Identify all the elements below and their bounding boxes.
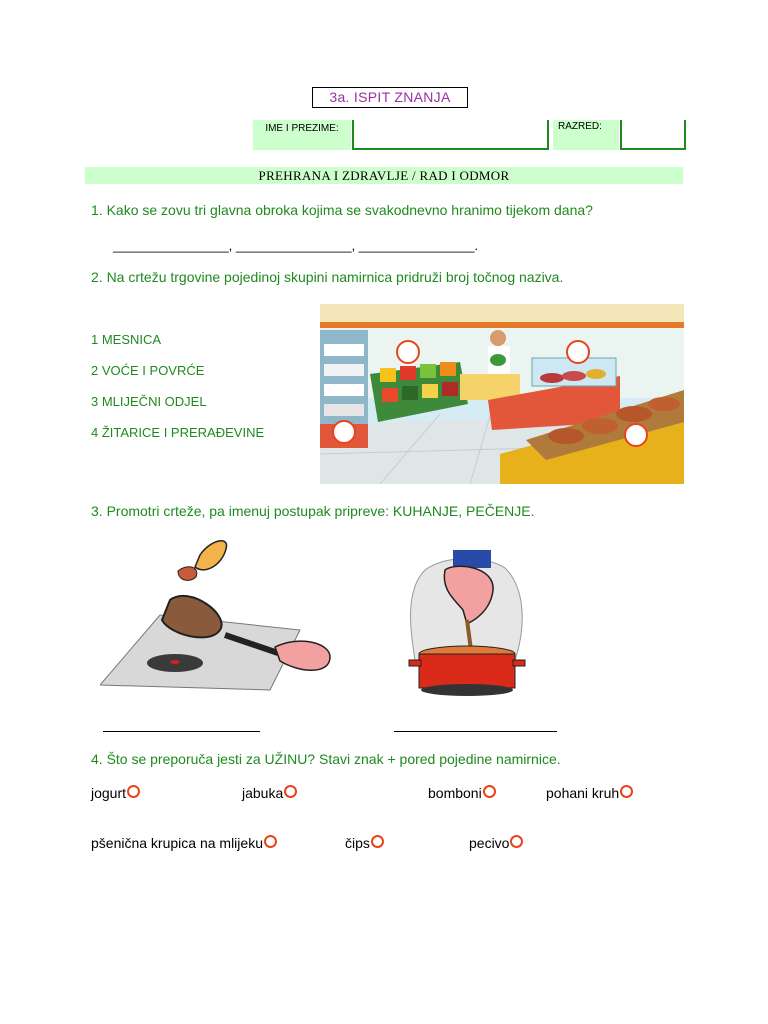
food-bomboni [428, 785, 496, 801]
food-cips [345, 835, 384, 851]
question-2: 2. Na crtežu trgovine pojedinoj skupini namirnica pridruži broj točnog naziva. [91, 269, 564, 285]
food-psenicna-krupica [91, 835, 277, 851]
answer-circle[interactable] [483, 785, 496, 798]
food-label: bomboni [428, 785, 482, 801]
boiling-illustration [405, 550, 530, 700]
answer-circle[interactable] [127, 785, 140, 798]
answer-circle[interactable] [510, 835, 523, 848]
question-1: 1. Kako se zovu tri glavna obroka kojima se svakodnevno hranimo tijekom dana? [91, 202, 593, 218]
name-label: IME I PREZIME: [253, 120, 351, 150]
answer-line-frying[interactable] [103, 731, 260, 732]
answer-line-boiling[interactable] [394, 731, 557, 732]
food-pecivo [469, 835, 523, 851]
food-label: jogurt [91, 785, 127, 801]
food-label: pecivo [469, 835, 510, 851]
class-field[interactable] [620, 120, 686, 150]
food-jogurt [91, 785, 140, 801]
option-zitarice: 4 ŽITARICE I PRERAĐEVINE [91, 425, 265, 440]
food-label: pohani kruh [546, 785, 620, 801]
food-label: čips [345, 835, 370, 851]
question-4: 4. Što se preporuča jesti za UŽINU? Stavi znak + pored pojedine namirnice. [91, 751, 561, 767]
food-label: pšenična krupica na mlijeku [91, 835, 263, 851]
question-3: 3. Promotri crteže, pa imenuj postupak pripreve: KUHANJE, PEČENJE. [91, 503, 535, 519]
food-pohani-kruh [546, 785, 633, 801]
answer-blanks-1[interactable]: ________________, ________________, ________________. [113, 238, 479, 253]
class-label: RAZRED: [553, 120, 619, 150]
answer-circle[interactable] [284, 785, 297, 798]
worksheet-title: 3a. ISPIT ZNANJA [312, 87, 468, 108]
option-mlijecni-odjel: 3 MLIJEČNI ODJEL [91, 394, 207, 409]
name-class-row [253, 120, 689, 150]
food-label: jabuka [242, 785, 284, 801]
frying-illustration [100, 535, 340, 695]
store-illustration [320, 304, 684, 484]
answer-circle[interactable] [371, 835, 384, 848]
option-mesnica: 1 MESNICA [91, 332, 162, 347]
answer-circle[interactable] [620, 785, 633, 798]
food-jabuka [242, 785, 297, 801]
answer-circle[interactable] [264, 835, 277, 848]
name-field[interactable] [352, 120, 549, 150]
option-voce-povrce: 2 VOĆE I POVRĆE [91, 363, 205, 378]
topic-heading: PREHRANA I ZDRAVLJE / RAD I ODMOR [85, 167, 683, 184]
